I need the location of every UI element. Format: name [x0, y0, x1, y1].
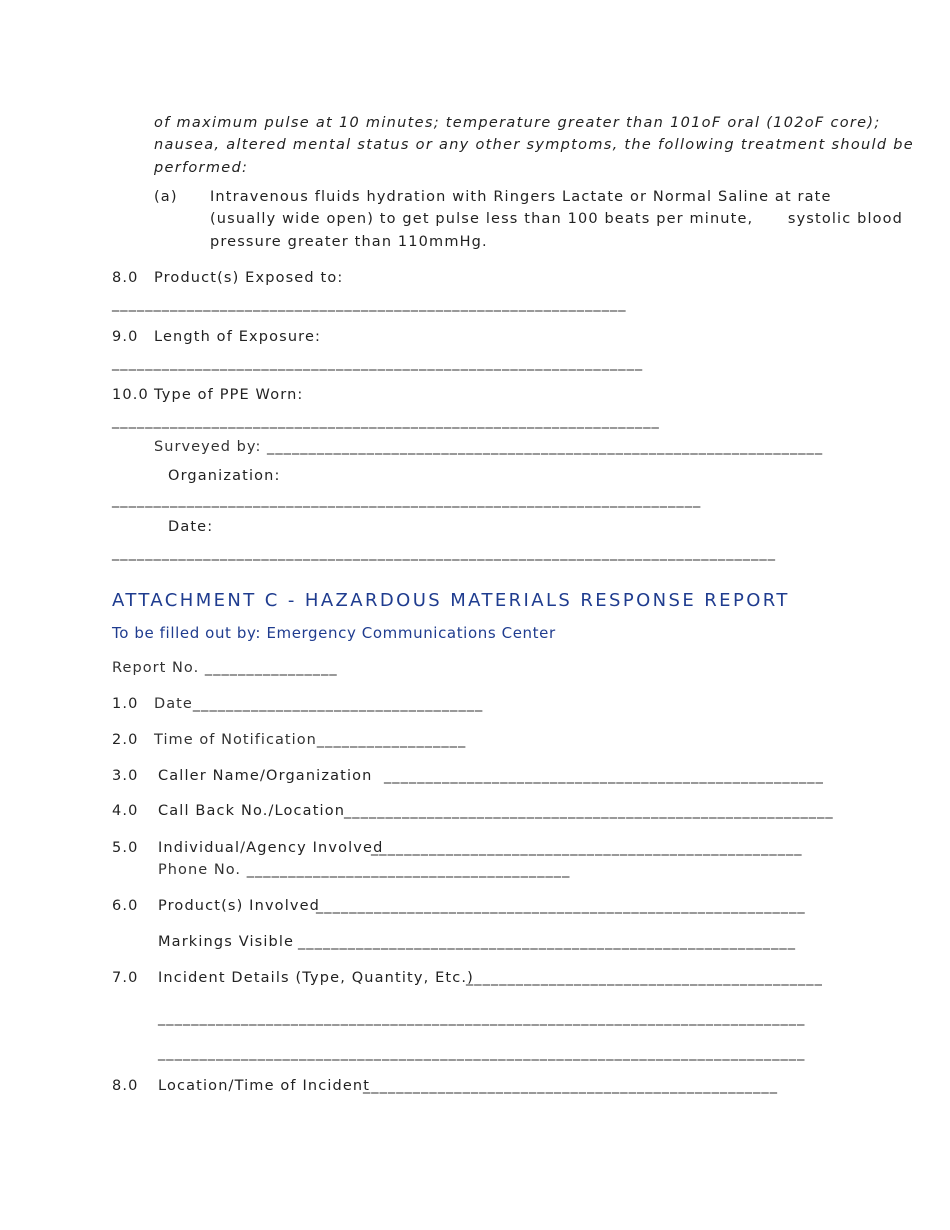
treatment-line-1: Intravenous fluids hydration with Ringers Lactate or Normal Saline at rate — [210, 189, 832, 205]
individual-agency-blank[interactable]: ____________________________________________________ — [371, 840, 803, 856]
item-3-number: 3.0 — [112, 768, 139, 784]
location-time-blank[interactable]: __________________________________________________ — [363, 1078, 778, 1094]
q8-number: 8.0 — [112, 270, 139, 286]
item-4-number: 4.0 — [112, 803, 139, 819]
date-blank[interactable]: ________________________________________________________________________________ — [112, 545, 776, 561]
incident-details-blank-2[interactable]: ______________________________________________________________________________ — [158, 1010, 806, 1026]
item-8-number: 8.0 — [112, 1078, 139, 1094]
q10-blank[interactable]: __________________________________________________________________ — [112, 413, 660, 429]
time-of-notification-field[interactable]: Time of Notification__________________ — [154, 732, 467, 748]
organization-label: Organization: — [168, 468, 281, 484]
surveyed-by-field[interactable]: Surveyed by: ___________________________________________________________________ — [154, 439, 824, 455]
date-label: Date: — [168, 519, 214, 535]
incident-details-label: Incident Details (Type, Quantity, Etc.) — [158, 970, 474, 986]
product-involved-blank[interactable]: ___________________________________________________________ — [316, 898, 806, 914]
treatment-marker: (a) — [154, 189, 178, 205]
organization-blank[interactable]: _______________________________________________________________________ — [112, 492, 702, 508]
date-field[interactable]: Date___________________________________ — [154, 696, 484, 712]
item-2-number: 2.0 — [112, 732, 139, 748]
item-1-number: 1.0 — [112, 696, 139, 712]
q10-number: 10.0 — [112, 387, 149, 403]
q8-blank[interactable]: ______________________________________________________________ — [112, 296, 627, 312]
product-involved-label: Product(s) Involved — [158, 898, 321, 914]
item-7-number: 7.0 — [112, 970, 139, 986]
criteria-line-2: nausea, altered mental status or any other symptoms, the following treatment should be — [154, 137, 914, 153]
treatment-line-3: pressure greater than 110mmHg. — [210, 234, 488, 250]
incident-details-blank[interactable]: ___________________________________________ — [466, 970, 823, 986]
criteria-line-1: of maximum pulse at 10 minutes; temperature greater than 101oF oral (102oF core); — [154, 115, 881, 131]
item-5-number: 5.0 — [112, 840, 139, 856]
caller-name-label: Caller Name/Organization — [158, 768, 373, 784]
markings-visible-blank[interactable]: ____________________________________________________________ — [298, 934, 796, 950]
incident-details-blank-3[interactable]: ______________________________________________________________________________ — [158, 1045, 806, 1061]
call-back-blank[interactable]: ___________________________________________________________ — [344, 803, 834, 819]
phone-number-field[interactable]: Phone No. _______________________________________ — [158, 862, 571, 878]
report-number-field[interactable]: Report No. ________________ — [112, 660, 338, 676]
q8-label: Product(s) Exposed to: — [154, 270, 344, 286]
location-time-label: Location/Time of Incident — [158, 1078, 371, 1094]
q9-label: Length of Exposure: — [154, 329, 322, 345]
markings-visible-label: Markings Visible — [158, 934, 295, 950]
q10-label: Type of PPE Worn: — [154, 387, 304, 403]
item-6-number: 6.0 — [112, 898, 139, 914]
individual-agency-label: Individual/Agency Involved — [158, 840, 384, 856]
criteria-line-3: performed: — [154, 160, 249, 176]
attachment-title: ATTACHMENT C - HAZARDOUS MATERIALS RESPONSE REPORT — [112, 590, 790, 611]
treatment-line-2: (usually wide open) to get pulse less than 100 beats per minute, systolic blood — [210, 211, 904, 227]
call-back-label: Call Back No./Location — [158, 803, 346, 819]
caller-name-blank[interactable]: _____________________________________________________ — [384, 768, 824, 784]
attachment-subtitle: To be filled out by: Emergency Communications Center — [112, 624, 556, 642]
q9-number: 9.0 — [112, 329, 139, 345]
q9-blank[interactable]: ________________________________________________________________ — [112, 355, 644, 371]
